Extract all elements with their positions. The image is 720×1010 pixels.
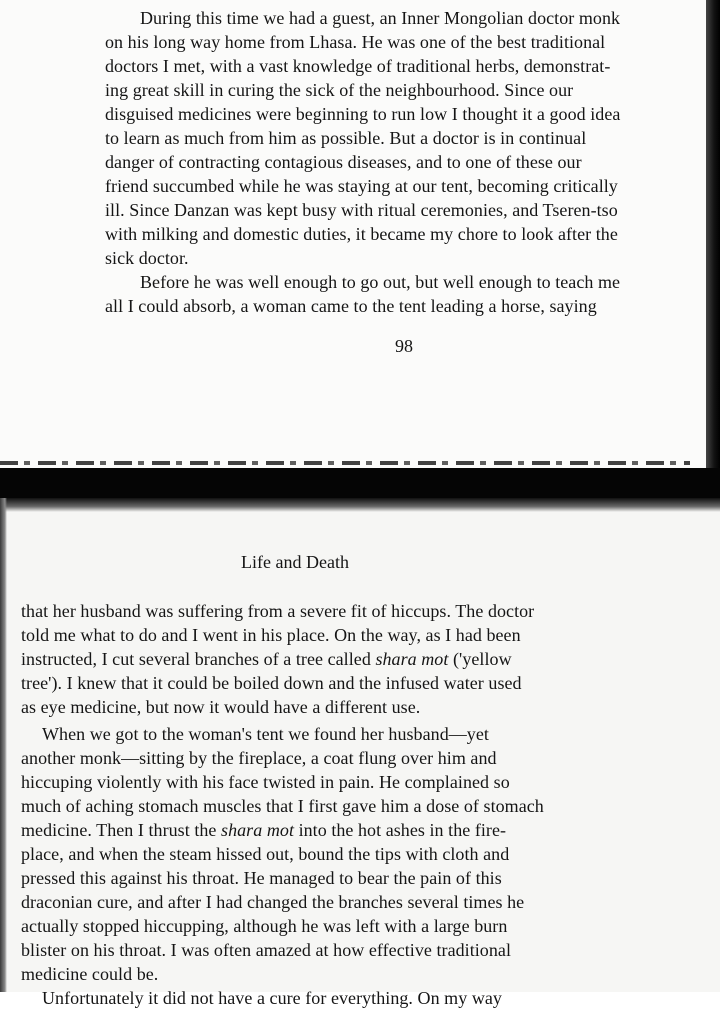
text-line: all I could absorb, a woman came to the tent leading a horse, saying [105, 296, 597, 316]
text-line: doctors I met, with a vast knowledge of traditional herbs, demonstrat- [105, 56, 611, 76]
text-span: into the hot ashes in the fire- [298, 820, 507, 840]
page-curl-shadow [0, 498, 720, 512]
text-line: disguised medicines were beginning to run low I thought it a good idea [105, 104, 621, 124]
scanned-page-98 [0, 0, 720, 468]
text-line: During this time we had a guest, an Inner Mongolian doctor monk [140, 8, 621, 28]
text-line: another monk—sitting by the fireplace, a coat flung over him and [21, 748, 497, 768]
text-line: on his long way home from Lhasa. He was one of the best traditional [105, 32, 606, 52]
text-line: told me what to do and I went in his place. On the way, as I had been [21, 625, 521, 645]
page-shadow-edge [706, 0, 720, 470]
text-line: pressed this against his throat. He managed to bear the pain of this [21, 868, 502, 888]
italic-term: shara mot [375, 649, 449, 669]
italic-term: shara mot [221, 820, 294, 840]
text-line: medicine could be. [21, 964, 159, 984]
text-line: ill. Since Danzan was kept busy with ritual ceremonies, and Tseren-tso [105, 200, 618, 220]
text-span: instructed, I cut several branches of a tree called [21, 649, 371, 669]
text-line: much of aching stomach muscles that I first gave him a dose of stomach [21, 796, 544, 816]
page-binding-edge [0, 498, 7, 992]
text-line: tree'). I knew that it could be boiled down and the infused water used [21, 673, 522, 693]
text-line: Before he was well enough to go out, but well enough to teach me [140, 272, 621, 292]
text-line: sick doctor. [105, 248, 189, 268]
text-span: ('yellow [452, 649, 512, 669]
text-line: with milking and domestic duties, it became my chore to look after the [105, 224, 618, 244]
text-span: medicine. Then I thrust the [21, 820, 217, 840]
text-line: that her husband was suffering from a severe fit of hiccups. The doctor [21, 601, 535, 621]
text-line: actually stopped hiccupping, although he was left with a large burn [21, 916, 508, 936]
text-line [21, 818, 506, 842]
text-line: friend succumbed while he was staying at our tent, becoming critically [105, 176, 618, 196]
running-head: Life and Death [241, 552, 349, 572]
text-line: draconian cure, and after I had changed the branches several times he [21, 892, 525, 912]
text-line: When we got to the woman's tent we found her husband—yet [42, 724, 489, 744]
page-number: 98 [395, 336, 413, 356]
scan-noise-line [0, 461, 690, 465]
text-line: as eye medicine, but now it would have a different use. [21, 697, 421, 717]
text-line: danger of contracting contagious diseases, and to one of these our [105, 152, 582, 172]
text-line: place, and when the steam hissed out, bound the tips with cloth and [21, 844, 510, 864]
text-line: hiccuping violently with his face twisted in pain. He complained so [21, 772, 510, 792]
scanned-page-99 [0, 498, 720, 1008]
text-line [21, 647, 512, 671]
text-line: to learn as much from him as possible. But a doctor is in continual [105, 128, 587, 148]
text-line-cut-off: Unfortunately it did not have a cure for everything. On my way [42, 988, 502, 1008]
text-line: blister on his throat. I was often amazed at how effective traditional [21, 940, 512, 960]
text-line: ing great skill in curing the sick of the neighbourhood. Since our [105, 80, 574, 100]
